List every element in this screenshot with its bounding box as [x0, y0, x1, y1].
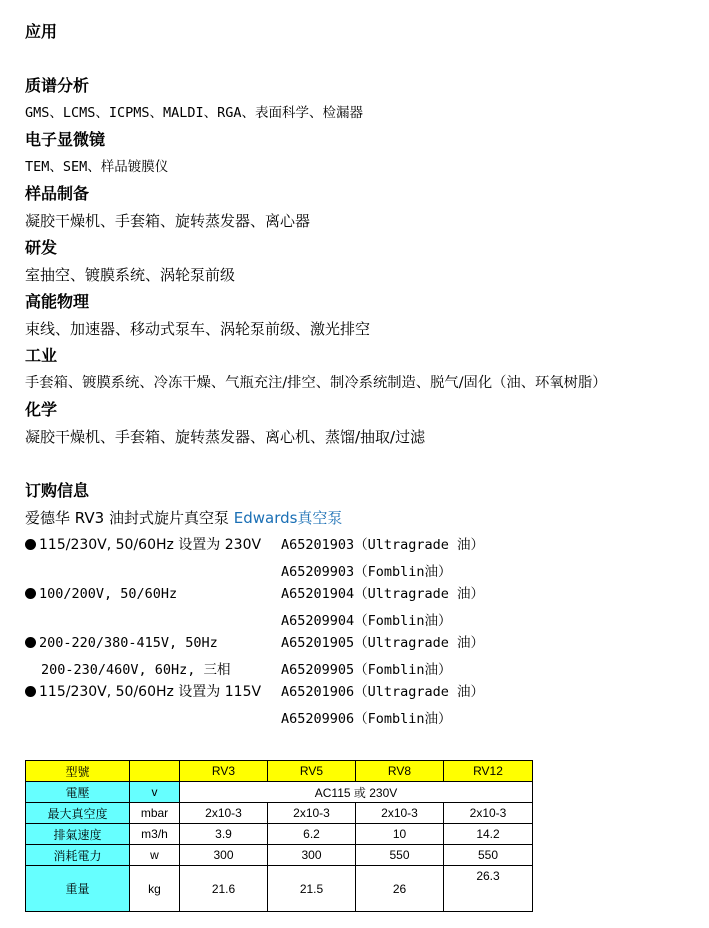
order-voltage: 115/230V, 50/60Hz 设置为 230V [39, 537, 262, 553]
header-cell [130, 761, 180, 782]
table-cell: 3.9 [180, 824, 268, 845]
table-row [26, 824, 533, 845]
applications-heading: 应用 [25, 22, 58, 41]
row-label: 排氣速度 [26, 824, 130, 845]
row-unit: v [130, 782, 180, 803]
header-cell: RV3 [180, 761, 268, 782]
header-cell: RV5 [268, 761, 356, 782]
table-cell: 2x10-3 [444, 803, 533, 824]
table-cell: 26.3 [444, 866, 533, 912]
table-cell: 10 [356, 824, 444, 845]
order-code: A65209903（Fomblin油） [281, 564, 452, 580]
row-label: 電壓 [26, 782, 130, 803]
order-row [25, 633, 218, 653]
row-unit: mbar [130, 803, 180, 824]
order-product-line [25, 508, 342, 528]
section-hep-text: 束线、加速器、移动式泵车、涡轮泵前级、激光排空 [25, 320, 371, 338]
table-row [26, 782, 533, 803]
voltage-value: AC115 或 230V [180, 782, 533, 803]
order-row [41, 660, 231, 680]
order-code: A65201903（Ultragrade 油） [281, 537, 485, 553]
section-industry-text: 手套箱、镀膜系统、冷冻干燥、气瓶充注/排空、制冷系统制造、脱气/固化（油、环氧树脂） [25, 375, 607, 391]
section-chem-text: 凝胶干燥机、手套箱、旋转蒸发器、离心机、蒸馏/抽取/过滤 [25, 428, 426, 446]
section-chem-title: 化学 [25, 400, 58, 419]
section-prep-text: 凝胶干燥机、手套箱、旋转蒸发器、离心器 [25, 212, 311, 230]
table-row [26, 845, 533, 866]
table-cell: 6.2 [268, 824, 356, 845]
table-cell: 21.5 [268, 866, 356, 912]
table-cell: 300 [180, 845, 268, 866]
order-voltage: 115/230V, 50/60Hz 设置为 115V [39, 684, 262, 700]
section-em-text: TEM、SEM、样品镀膜仪 [25, 159, 169, 175]
order-code: A65209906（Fomblin油） [281, 711, 452, 727]
order-heading: 订购信息 [25, 481, 90, 500]
order-code: A65201905（Ultragrade 油） [281, 635, 485, 651]
table-cell: 14.2 [444, 824, 533, 845]
table-cell: 26 [356, 866, 444, 912]
row-unit: w [130, 845, 180, 866]
order-code: A65201906（Ultragrade 油） [281, 684, 485, 700]
bullet-icon [25, 637, 36, 648]
table-cell: 300 [268, 845, 356, 866]
order-voltage: 100/200V, 50/60Hz [39, 586, 178, 602]
order-voltage: 200-230/460V, 60Hz, 三相 [41, 662, 231, 678]
section-rd-text: 室抽空、镀膜系统、涡轮泵前级 [25, 266, 236, 284]
order-code: A65209904（Fomblin油） [281, 613, 452, 629]
header-cell: RV12 [444, 761, 533, 782]
bullet-icon [25, 686, 36, 697]
section-prep-title: 样品制备 [25, 184, 90, 203]
row-unit: m3/h [130, 824, 180, 845]
product-name: 爱德华 RV3 油封式旋片真空泵 [25, 509, 229, 527]
table-header-row [26, 761, 533, 782]
order-row [25, 584, 177, 604]
section-ms-text: GMS、LCMS、ICPMS、MALDI、RGA、表面科学、检漏器 [25, 105, 364, 121]
order-code: A65209905（Fomblin油） [281, 662, 452, 678]
table-cell: 550 [444, 845, 533, 866]
order-row [25, 535, 261, 555]
row-label: 重量 [26, 866, 130, 912]
row-unit: kg [130, 866, 180, 912]
row-label: 最大真空度 [26, 803, 130, 824]
row-label: 消耗電力 [26, 845, 130, 866]
table-cell: 2x10-3 [180, 803, 268, 824]
header-cell: 型號 [26, 761, 130, 782]
section-hep-title: 高能物理 [25, 292, 90, 311]
table-cell: 21.6 [180, 866, 268, 912]
table-cell: 2x10-3 [356, 803, 444, 824]
section-rd-title: 研发 [25, 238, 58, 257]
order-voltage: 200-220/380-415V, 50Hz [39, 635, 218, 651]
order-code: A65201904（Ultragrade 油） [281, 586, 485, 602]
spec-table [25, 760, 533, 912]
table-row [26, 866, 533, 912]
bullet-icon [25, 588, 36, 599]
bullet-icon [25, 539, 36, 550]
order-row [25, 682, 261, 702]
edwards-link[interactable]: Edwards真空泵 [233, 509, 343, 527]
table-cell: 550 [356, 845, 444, 866]
table-row [26, 803, 533, 824]
table-cell: 2x10-3 [268, 803, 356, 824]
section-em-title: 电子显微镜 [25, 130, 106, 149]
section-industry-title: 工业 [25, 346, 58, 365]
section-ms-title: 质谱分析 [25, 76, 90, 95]
header-cell: RV8 [356, 761, 444, 782]
